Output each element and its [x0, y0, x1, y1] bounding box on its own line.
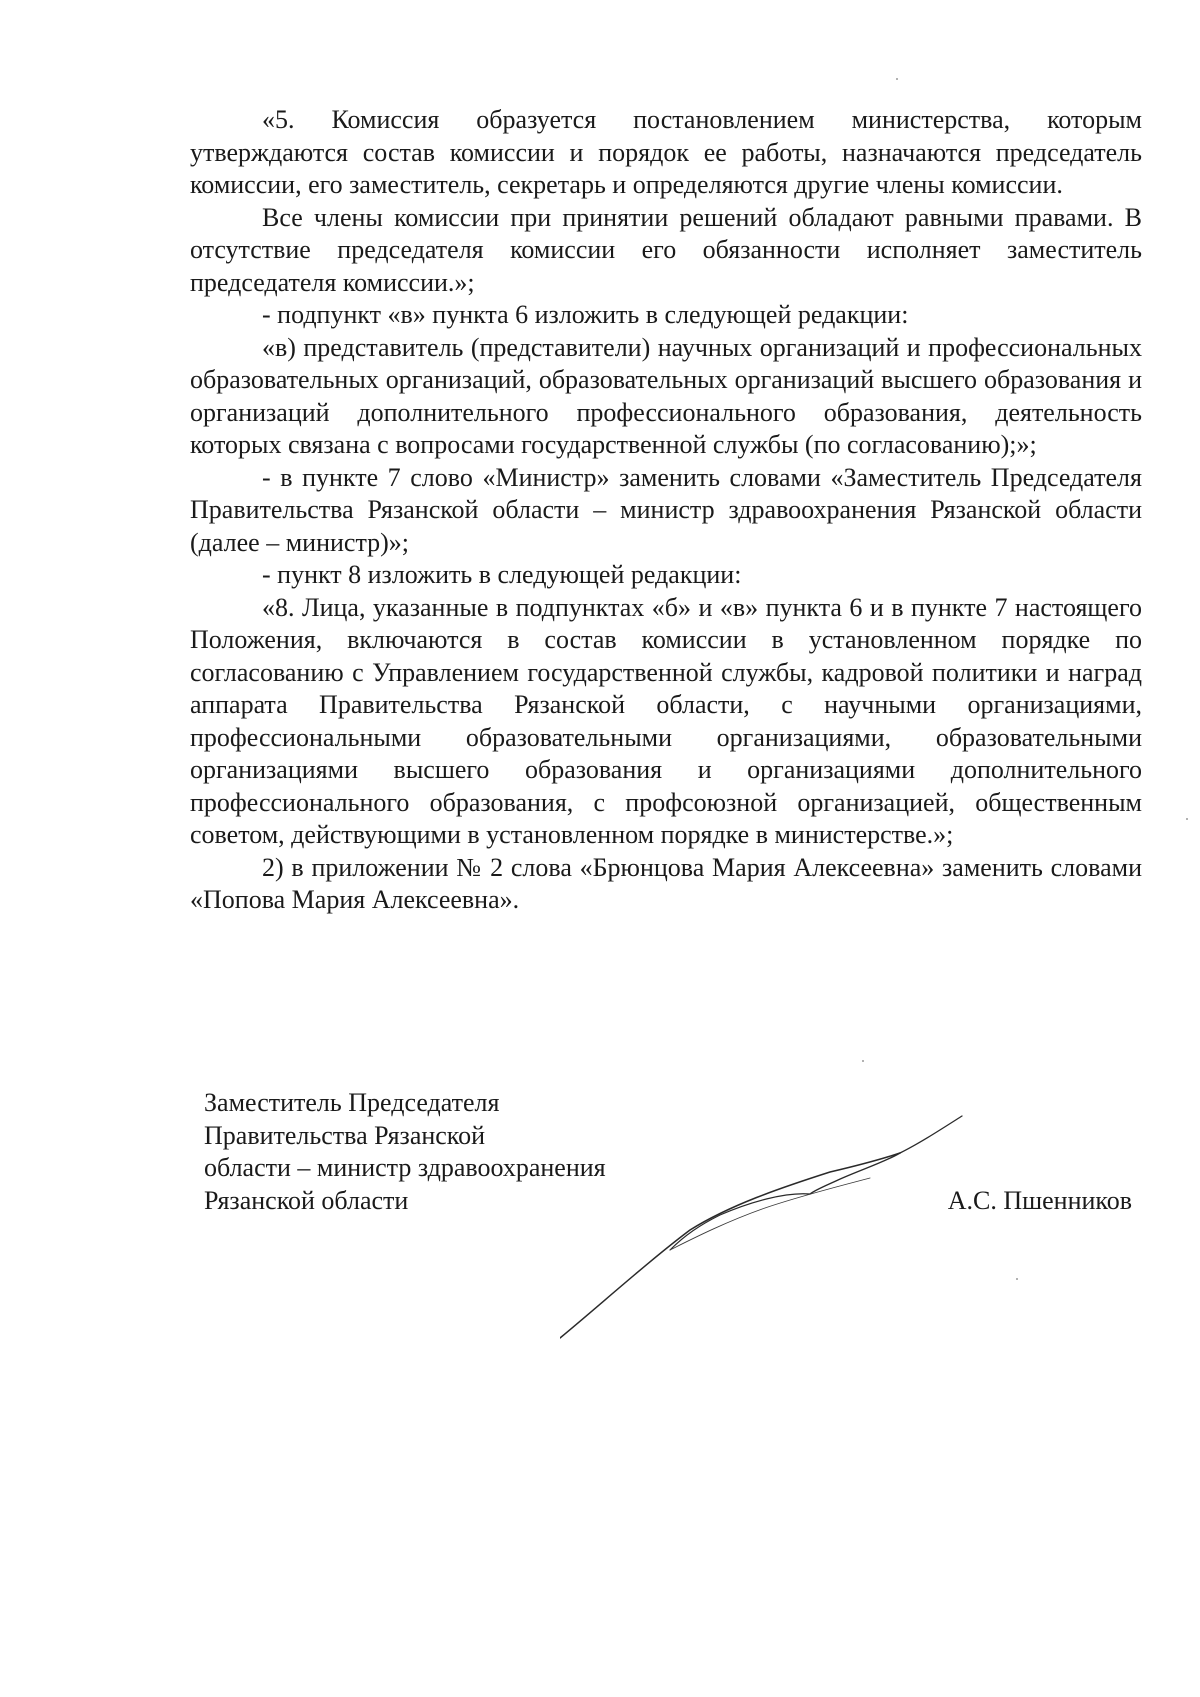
paragraph-subpoint-v-text: «в) представитель (представители) научных организаций и профессиональных образовательных организаций, образовательных организаций высшего образования и организаций дополнительного профессионального образования, деятельность которых связана с вопросами государственной службы (по согласованию);»; — [190, 332, 1142, 459]
scan-speck — [1016, 1278, 1018, 1280]
paragraph-appendix-2: 2) в приложении № 2 слова «Брюнцова Мария Алексеевна» заменить словами «Попова Мария Алексеевна». — [190, 852, 1142, 914]
paragraph-point-8-intro: - пункт 8 изложить в следующей редакции: — [262, 560, 742, 589]
handwritten-signature — [560, 1110, 1020, 1350]
paragraph-point-7: - в пункте 7 слово «Министр» заменить словами «Заместитель Председателя Правительства Рязанской области – министр здравоохранения Рязанской области (далее – министр)»; — [190, 462, 1142, 557]
scan-speck — [896, 78, 898, 80]
paragraph-commission-formation: «5. Комиссия образуется постановлением министерства, которым утверждаются состав комиссии и порядок ее работы, назначаются председатель комиссии, его заместитель, секретарь и определяются другие члены комиссии. — [190, 105, 1142, 199]
paragraph-subpoint-v-intro: - подпункт «в» пункта 6 изложить в следующей редакции: — [262, 300, 909, 329]
signatory-title-line: Заместитель Председателя — [204, 1088, 500, 1117]
document-body — [190, 104, 1142, 917]
paragraph-equal-rights: Все члены комиссии при принятии решений обладают равными правами. В отсутствие председателя комиссии его обязанности исполняет заместитель председателя комиссии.»; — [190, 202, 1142, 297]
scan-speck — [862, 1060, 864, 1062]
signatory-title-line: Рязанской области — [204, 1185, 409, 1215]
scan-speck — [1186, 818, 1188, 820]
signatory-title-line: Правительства Рязанской — [204, 1120, 486, 1150]
signer-name: А.С. Пшенников — [947, 1186, 1132, 1215]
signatory-title-line: области – министр здравоохранения — [204, 1153, 606, 1182]
paragraph-point-8-text: «8. Лица, указанные в подпунктах «б» и «в» пункта 6 и в пункте 7 настоящего Положения, включаются в состав комиссии в установленном порядке по согласованию с Управлением государственной службы, кадровой политики и наград аппарата Правительства Рязанской области, с научными организациями, профессиональными образовательными организациями, образовательными организациями высшего образования и организациями дополнительного профессионального образования, с профсоюзной организацией, общественным советом, действующими в установленном порядке в министерстве.»; — [190, 592, 1142, 849]
